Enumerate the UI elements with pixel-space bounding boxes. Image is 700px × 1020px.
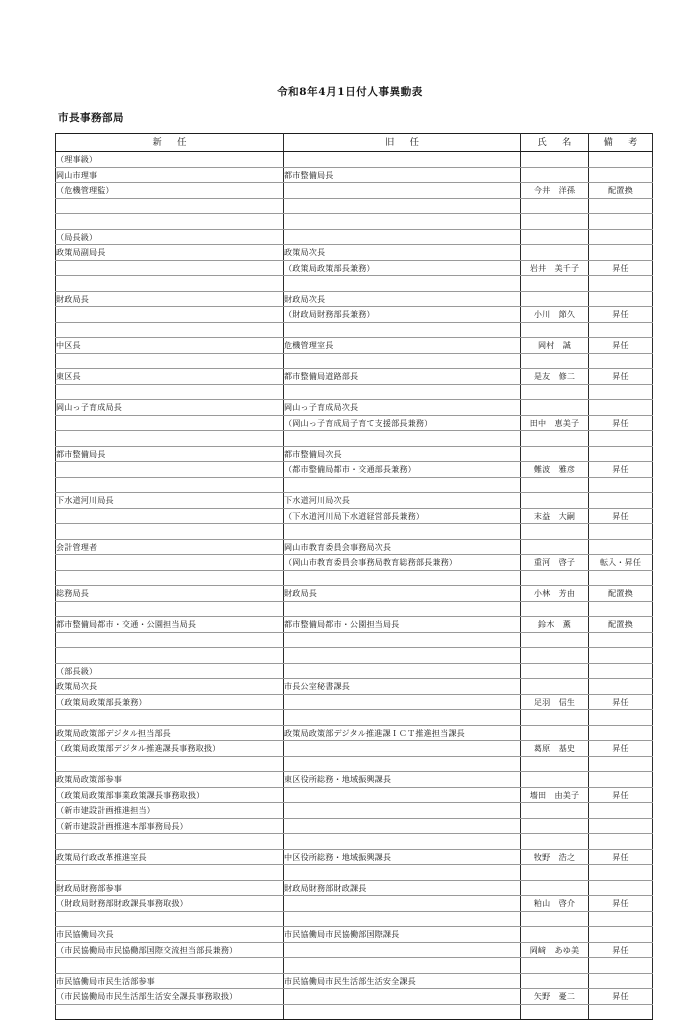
cell-name — [521, 648, 589, 664]
cell-remark: 配置換 — [589, 586, 653, 602]
cell-remark — [589, 601, 653, 617]
cell-new-post — [56, 865, 284, 881]
cell-remark — [589, 632, 653, 648]
cell-new-post — [56, 322, 284, 338]
cell-old-post: （政策局政策部長兼務） — [284, 260, 521, 276]
cell-new-post: 市民協働局次長 — [56, 927, 284, 943]
cell-old-post: 危機管理室長 — [284, 338, 521, 354]
cell-new-post: （新市建設計画推進本部事務局長） — [56, 818, 284, 834]
cell-old-post — [284, 958, 521, 974]
cell-remark — [589, 276, 653, 292]
table-row — [56, 493, 653, 509]
table-row — [56, 400, 653, 416]
table-row — [56, 586, 653, 602]
cell-new-post: （市民協働局市民協働部国際交流担当部長兼務） — [56, 942, 284, 958]
table-header-row — [56, 134, 653, 152]
cell-name: 岡﨑 あゆ美 — [521, 942, 589, 958]
cell-remark — [589, 710, 653, 726]
cell-name: 鈴木 薫 — [521, 617, 589, 633]
cell-old-post — [284, 648, 521, 664]
cell-name: 墻田 由美子 — [521, 787, 589, 803]
cell-name — [521, 834, 589, 850]
table-row — [56, 431, 653, 447]
cell-new-post: （政策局政策部事業政策課長事務取扱） — [56, 787, 284, 803]
cell-name — [521, 431, 589, 447]
table-row — [56, 958, 653, 974]
table-row — [56, 369, 653, 385]
cell-remark — [589, 772, 653, 788]
cell-remark — [589, 927, 653, 943]
cell-new-post — [56, 834, 284, 850]
cell-remark — [589, 477, 653, 493]
cell-old-post: 下水道河川局次長 — [284, 493, 521, 509]
table-row — [56, 849, 653, 865]
table-row — [56, 911, 653, 927]
cell-old-post — [284, 710, 521, 726]
cell-new-post: 政策局政策部参事 — [56, 772, 284, 788]
cell-old-post — [284, 431, 521, 447]
cell-remark — [589, 214, 653, 230]
cell-old-post — [284, 601, 521, 617]
table-row — [56, 989, 653, 1005]
table-row — [56, 803, 653, 819]
cell-new-post — [56, 307, 284, 323]
cell-new-post: 政策局行政改革推進室長 — [56, 849, 284, 865]
table-row — [56, 322, 653, 338]
table-row — [56, 1004, 653, 1020]
table-row — [56, 260, 653, 276]
cell-old-post — [284, 384, 521, 400]
cell-old-post — [284, 229, 521, 245]
cell-remark — [589, 245, 653, 261]
cell-name: 小林 芳由 — [521, 586, 589, 602]
cell-name: 小川 節久 — [521, 307, 589, 323]
cell-new-post: （市民協働局市民生活部生活安全課長事務取扱） — [56, 989, 284, 1005]
table-row — [56, 694, 653, 710]
cell-new-post — [56, 276, 284, 292]
cell-remark — [589, 524, 653, 540]
cell-remark — [589, 167, 653, 183]
cell-new-post: （理事級） — [56, 152, 284, 168]
cell-remark — [589, 353, 653, 369]
cell-old-post — [284, 276, 521, 292]
table-row — [56, 617, 653, 633]
table-row — [56, 198, 653, 214]
personnel-transfer-table — [55, 133, 653, 1020]
cell-new-post — [56, 477, 284, 493]
cell-remark — [589, 865, 653, 881]
cell-new-post: 下水道河川局長 — [56, 493, 284, 509]
table-row — [56, 865, 653, 881]
cell-new-post — [56, 958, 284, 974]
table-row — [56, 710, 653, 726]
cell-name — [521, 1004, 589, 1020]
cell-remark — [589, 725, 653, 741]
cell-old-post: （財政局財務部長兼務） — [284, 307, 521, 323]
table-row — [56, 570, 653, 586]
cell-remark: 昇任 — [589, 896, 653, 912]
cell-old-post: 都市整備局長 — [284, 167, 521, 183]
cell-name — [521, 772, 589, 788]
cell-remark — [589, 648, 653, 664]
cell-remark — [589, 431, 653, 447]
cell-old-post: 政策局政策部デジタル推進課ＩＣＴ推進担当課長 — [284, 725, 521, 741]
cell-old-post — [284, 694, 521, 710]
cell-new-post — [56, 648, 284, 664]
table-row — [56, 787, 653, 803]
cell-old-post — [284, 322, 521, 338]
table-row — [56, 415, 653, 431]
cell-new-post — [56, 353, 284, 369]
cell-name — [521, 400, 589, 416]
cell-old-post — [284, 803, 521, 819]
cell-name — [521, 663, 589, 679]
cell-old-post — [284, 989, 521, 1005]
cell-name: 牧野 浩之 — [521, 849, 589, 865]
cell-new-post: 市民協働局市民生活部参事 — [56, 973, 284, 989]
cell-name — [521, 291, 589, 307]
cell-old-post: （岡山っ子育成局子育て支援部長兼務） — [284, 415, 521, 431]
cell-name: 岩井 美千子 — [521, 260, 589, 276]
table-row — [56, 384, 653, 400]
cell-old-post: 市民協働局市民生活部生活安全課長 — [284, 973, 521, 989]
cell-name: 重河 啓子 — [521, 555, 589, 571]
cell-name: 田中 恵美子 — [521, 415, 589, 431]
cell-new-post: （財政局財務部財政課長事務取扱） — [56, 896, 284, 912]
cell-new-post: （政策局政策部長兼務） — [56, 694, 284, 710]
cell-new-post: （新市建設計画推進担当） — [56, 803, 284, 819]
cell-name — [521, 601, 589, 617]
cell-new-post: 東区長 — [56, 369, 284, 385]
table-row — [56, 353, 653, 369]
cell-old-post: 都市整備局次長 — [284, 446, 521, 462]
cell-remark — [589, 663, 653, 679]
cell-name: 末益 大嗣 — [521, 508, 589, 524]
cell-remark: 昇任 — [589, 694, 653, 710]
cell-new-post — [56, 570, 284, 586]
cell-new-post: 都市整備局長 — [56, 446, 284, 462]
cell-new-post — [56, 198, 284, 214]
cell-remark: 昇任 — [589, 508, 653, 524]
cell-name: 葛原 基史 — [521, 741, 589, 757]
cell-remark — [589, 756, 653, 772]
cell-remark: 転入・昇任 — [589, 555, 653, 571]
cell-new-post: （危機管理監） — [56, 183, 284, 199]
table-row — [56, 152, 653, 168]
column-header-new-post: 新 任 — [56, 134, 284, 152]
cell-name — [521, 818, 589, 834]
cell-remark: 昇任 — [589, 741, 653, 757]
cell-name — [521, 679, 589, 695]
table-row — [56, 446, 653, 462]
cell-name: 是友 修二 — [521, 369, 589, 385]
cell-old-post: 岡山っ子育成局次長 — [284, 400, 521, 416]
cell-remark — [589, 880, 653, 896]
table-row — [56, 725, 653, 741]
cell-old-post — [284, 570, 521, 586]
cell-old-post: 東区役所総務・地域振興課長 — [284, 772, 521, 788]
cell-remark — [589, 322, 653, 338]
table-row — [56, 508, 653, 524]
cell-remark — [589, 291, 653, 307]
cell-remark — [589, 570, 653, 586]
table-row — [56, 741, 653, 757]
table-row — [56, 338, 653, 354]
cell-new-post: 総務局長 — [56, 586, 284, 602]
cell-old-post: 中区役所総務・地域振興課長 — [284, 849, 521, 865]
cell-name: 粕山 啓介 — [521, 896, 589, 912]
cell-old-post — [284, 896, 521, 912]
cell-new-post — [56, 524, 284, 540]
cell-remark — [589, 803, 653, 819]
cell-new-post — [56, 756, 284, 772]
cell-old-post: 都市整備局道路部長 — [284, 369, 521, 385]
table-row — [56, 834, 653, 850]
cell-remark: 昇任 — [589, 415, 653, 431]
table-row — [56, 818, 653, 834]
table-row — [56, 632, 653, 648]
cell-remark — [589, 152, 653, 168]
cell-name — [521, 214, 589, 230]
cell-old-post — [284, 834, 521, 850]
cell-new-post — [56, 384, 284, 400]
cell-remark — [589, 818, 653, 834]
table-row — [56, 524, 653, 540]
cell-remark: 昇任 — [589, 942, 653, 958]
cell-new-post — [56, 508, 284, 524]
cell-name — [521, 477, 589, 493]
cell-old-post: 市長公室秘書課長 — [284, 679, 521, 695]
cell-old-post — [284, 663, 521, 679]
table-row — [56, 648, 653, 664]
cell-old-post — [284, 942, 521, 958]
cell-new-post: （部長級） — [56, 663, 284, 679]
table-row — [56, 229, 653, 245]
table-row — [56, 880, 653, 896]
cell-new-post — [56, 710, 284, 726]
cell-old-post — [284, 152, 521, 168]
table-row — [56, 756, 653, 772]
cell-name — [521, 710, 589, 726]
table-row — [56, 477, 653, 493]
cell-name: 難波 雅彦 — [521, 462, 589, 478]
cell-new-post — [56, 415, 284, 431]
cell-new-post — [56, 911, 284, 927]
cell-old-post: 財政局財務部財政課長 — [284, 880, 521, 896]
table-row — [56, 307, 653, 323]
document-section-label: 市長事務部局 — [58, 112, 124, 124]
cell-remark: 昇任 — [589, 787, 653, 803]
cell-old-post — [284, 214, 521, 230]
table-row — [56, 772, 653, 788]
cell-new-post: 財政局財務部参事 — [56, 880, 284, 896]
cell-name — [521, 446, 589, 462]
cell-remark — [589, 958, 653, 974]
cell-name — [521, 493, 589, 509]
table-row — [56, 927, 653, 943]
cell-name — [521, 632, 589, 648]
cell-old-post — [284, 787, 521, 803]
table-row — [56, 462, 653, 478]
cell-name — [521, 865, 589, 881]
cell-old-post: （都市整備局都市・交通部長兼務） — [284, 462, 521, 478]
cell-new-post — [56, 260, 284, 276]
cell-remark: 昇任 — [589, 260, 653, 276]
cell-old-post — [284, 741, 521, 757]
table-header — [56, 134, 653, 152]
cell-remark — [589, 400, 653, 416]
page-title: 令和8年4月1日付人事異動表 — [277, 86, 423, 98]
cell-new-post: （局長級） — [56, 229, 284, 245]
cell-name — [521, 539, 589, 555]
cell-new-post: 会計管理者 — [56, 539, 284, 555]
cell-remark — [589, 384, 653, 400]
cell-name — [521, 245, 589, 261]
cell-new-post — [56, 214, 284, 230]
cell-name — [521, 229, 589, 245]
cell-old-post — [284, 1004, 521, 1020]
cell-old-post: 市民協働局市民協働部国際課長 — [284, 927, 521, 943]
cell-old-post: 都市整備局都市・公園担当局長 — [284, 617, 521, 633]
cell-remark — [589, 539, 653, 555]
cell-name — [521, 973, 589, 989]
cell-remark: 配置換 — [589, 617, 653, 633]
cell-new-post — [56, 431, 284, 447]
table-row — [56, 601, 653, 617]
cell-name — [521, 353, 589, 369]
cell-name — [521, 167, 589, 183]
table-row — [56, 973, 653, 989]
cell-old-post — [284, 756, 521, 772]
column-header-name: 氏 名 — [521, 134, 589, 152]
cell-name — [521, 570, 589, 586]
column-header-remark: 備 考 — [589, 134, 653, 152]
cell-new-post: 岡山っ子育成局長 — [56, 400, 284, 416]
cell-new-post: 政策局副局長 — [56, 245, 284, 261]
cell-name — [521, 958, 589, 974]
cell-old-post: 財政局長 — [284, 586, 521, 602]
cell-new-post: （政策局政策部デジタル推進課長事務取扱） — [56, 741, 284, 757]
table-row — [56, 214, 653, 230]
cell-name: 矢野 憂二 — [521, 989, 589, 1005]
cell-name — [521, 725, 589, 741]
cell-remark: 昇任 — [589, 369, 653, 385]
column-header-old-post: 旧 任 — [284, 134, 521, 152]
cell-name — [521, 198, 589, 214]
cell-remark — [589, 229, 653, 245]
cell-old-post — [284, 632, 521, 648]
cell-old-post — [284, 198, 521, 214]
cell-old-post: 岡山市教育委員会事務局次長 — [284, 539, 521, 555]
cell-name — [521, 756, 589, 772]
cell-new-post — [56, 601, 284, 617]
cell-name: 今井 洋孫 — [521, 183, 589, 199]
cell-new-post: 政策局次長 — [56, 679, 284, 695]
cell-old-post: （岡山市教育委員会事務局教育総務部長兼務） — [284, 555, 521, 571]
cell-name: 岡村 誠 — [521, 338, 589, 354]
cell-remark: 昇任 — [589, 307, 653, 323]
cell-remark: 昇任 — [589, 462, 653, 478]
cell-new-post — [56, 632, 284, 648]
cell-old-post — [284, 524, 521, 540]
cell-old-post: （下水道河川局下水道経営部長兼務） — [284, 508, 521, 524]
cell-new-post — [56, 462, 284, 478]
cell-name — [521, 927, 589, 943]
cell-remark — [589, 446, 653, 462]
cell-remark — [589, 911, 653, 927]
table-row — [56, 555, 653, 571]
cell-remark — [589, 834, 653, 850]
table-row — [56, 896, 653, 912]
table-row — [56, 245, 653, 261]
table-body — [56, 152, 653, 1020]
table-row — [56, 539, 653, 555]
cell-old-post — [284, 477, 521, 493]
table-row — [56, 679, 653, 695]
cell-old-post — [284, 911, 521, 927]
cell-remark — [589, 198, 653, 214]
cell-name — [521, 322, 589, 338]
cell-name — [521, 384, 589, 400]
cell-new-post: 中区長 — [56, 338, 284, 354]
table-row — [56, 291, 653, 307]
table-row — [56, 942, 653, 958]
cell-old-post — [284, 865, 521, 881]
cell-old-post: 財政局次長 — [284, 291, 521, 307]
cell-remark — [589, 493, 653, 509]
cell-old-post — [284, 353, 521, 369]
cell-name — [521, 524, 589, 540]
cell-new-post — [56, 1004, 284, 1020]
table-row — [56, 183, 653, 199]
cell-old-post: 政策局次長 — [284, 245, 521, 261]
cell-name: 足羽 信生 — [521, 694, 589, 710]
cell-old-post — [284, 183, 521, 199]
table-row — [56, 663, 653, 679]
cell-new-post: 都市整備局都市・交通・公園担当局長 — [56, 617, 284, 633]
cell-remark: 昇任 — [589, 849, 653, 865]
cell-new-post: 財政局長 — [56, 291, 284, 307]
cell-remark — [589, 1004, 653, 1020]
cell-remark — [589, 973, 653, 989]
cell-name — [521, 911, 589, 927]
cell-name — [521, 803, 589, 819]
cell-name — [521, 276, 589, 292]
table-row — [56, 276, 653, 292]
cell-remark: 昇任 — [589, 989, 653, 1005]
cell-name — [521, 880, 589, 896]
cell-remark: 配置換 — [589, 183, 653, 199]
cell-remark — [589, 679, 653, 695]
cell-new-post: 岡山市理事 — [56, 167, 284, 183]
table-row — [56, 167, 653, 183]
cell-old-post — [284, 818, 521, 834]
cell-remark: 昇任 — [589, 338, 653, 354]
cell-new-post — [56, 555, 284, 571]
cell-name — [521, 152, 589, 168]
cell-new-post: 政策局政策部デジタル担当部長 — [56, 725, 284, 741]
